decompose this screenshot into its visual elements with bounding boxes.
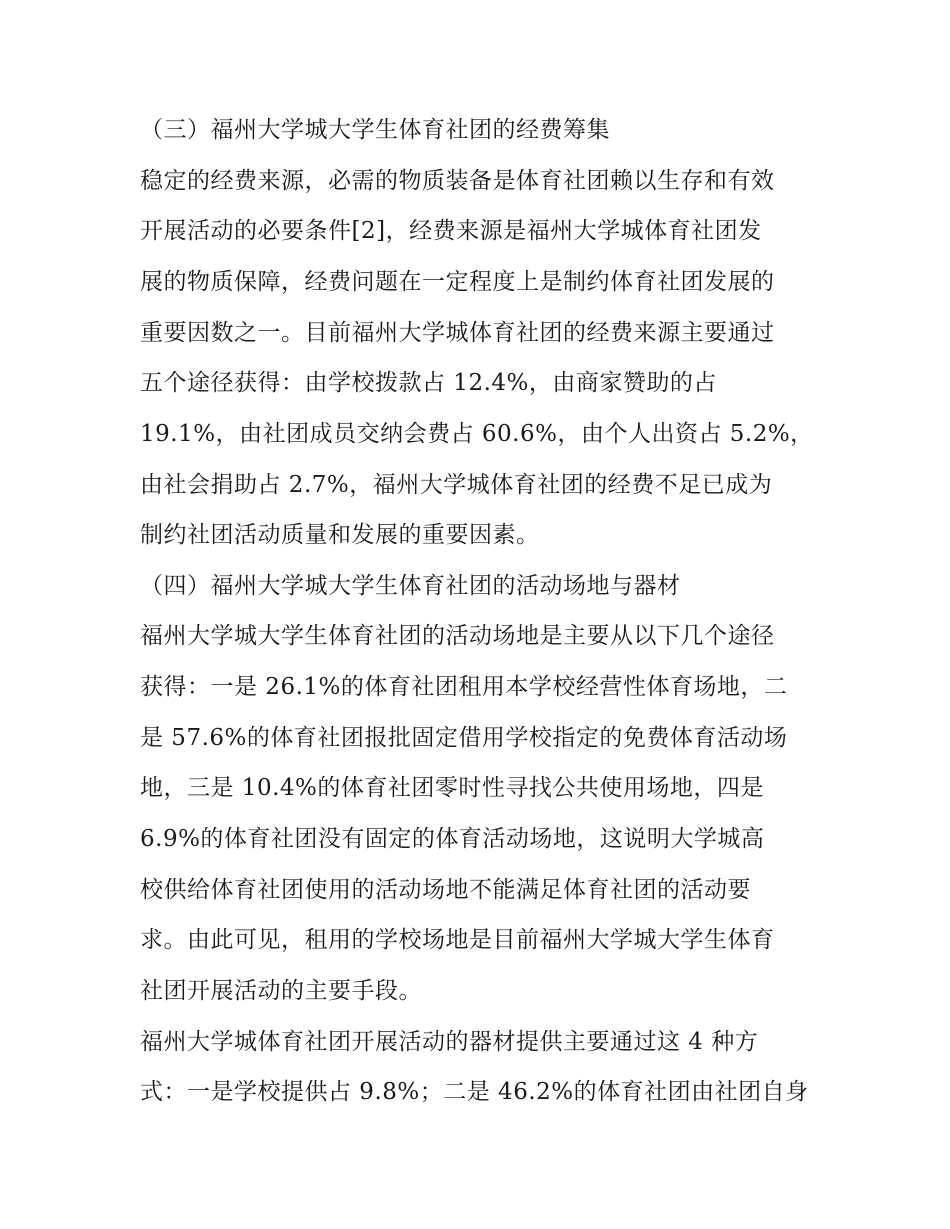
text-line: 制约社团活动质量和发展的重要因素。 (140, 522, 540, 548)
text-line: 19.1%，由社团成员交纳会费占 60.6%，由个人出资占 5.2%， (140, 421, 814, 447)
text-line: 福州大学城大学生体育社团的活动场地是主要从以下几个途径 (140, 623, 775, 649)
text-line: 求。由此可见，租用的学校场地是目前福州大学城大学生体育 (140, 927, 775, 953)
text-line: 是 57.6%的体育社团报批固定借用学校指定的免费体育活动场 (140, 725, 788, 751)
text-line: 稳定的经费来源，必需的物质装备是体育社团赖以生存和有效 (140, 168, 775, 194)
text-line: 展的物质保障，经费问题在一定程度上是制约体育社团发展的 (140, 269, 775, 295)
text-line: 式：一是学校提供占 9.8%；二是 46.2%的体育社团由社团自身 (140, 1079, 809, 1105)
section-heading-venues: （四）福州大学城大学生体育社团的活动场地与器材 (140, 573, 681, 599)
text-line: 校供给体育社团使用的活动场地不能满足体育社团的活动要 (140, 877, 751, 903)
text-line: 地，三是 10.4%的体育社团零时性寻找公共使用场地，四是 (140, 775, 764, 801)
text-line: 福州大学城体育社团开展活动的器材提供主要通过这 4 种方 (140, 1029, 759, 1055)
text-line: 由社会捐助占 2.7%，福州大学城体育社团的经费不足已成为 (140, 472, 773, 498)
text-line: 五个途径获得：由学校拨款占 12.4%，由商家赞助的占 (140, 370, 717, 396)
text-line: 获得：一是 26.1%的体育社团租用本学校经营性体育场地，二 (140, 674, 788, 700)
section-heading-funding: （三）福州大学城大学生体育社团的经费筹集 (140, 117, 610, 143)
text-line: 重要因数之一。目前福州大学城体育社团的经费来源主要通过 (140, 320, 775, 346)
text-line: 开展活动的必要条件[2]，经费来源是福州大学城体育社团发 (140, 218, 762, 244)
text-line: 社团开展活动的主要手段。 (140, 978, 422, 1004)
text-line: 6.9%的体育社团没有固定的体育活动场地，这说明大学城高 (140, 826, 765, 852)
